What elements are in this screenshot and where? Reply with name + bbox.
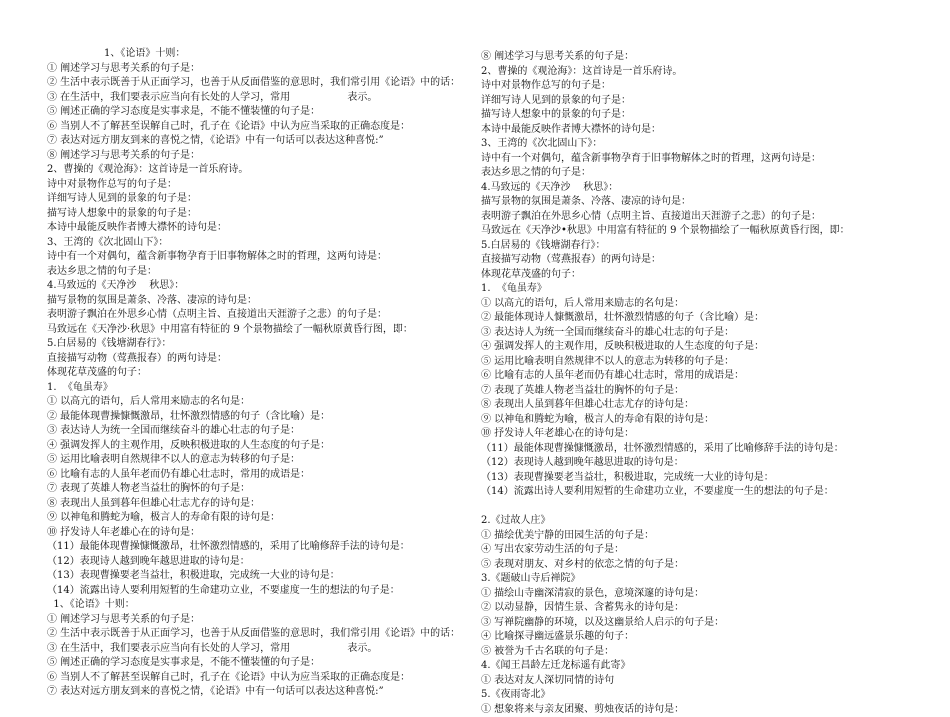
right-text-line: ④ 写出农家劳动生活的句子是：: [481, 543, 941, 558]
left-text-line: 诗中对景物作总写的句子是：: [47, 178, 475, 193]
right-text-line: 5.白居易的《钱塘湖春行》：: [481, 239, 941, 254]
left-text-line: ① 阐述学习与思考关系的句子是：: [47, 62, 475, 77]
left-text-line: 诗中有一个对偶句，蕴含新事物孕育于旧事物解体之时的哲理，这两句诗是：: [47, 250, 475, 265]
right-text-line: （12）表现诗人越到晚年越思进取的诗句是：: [481, 456, 941, 471]
right-text-line: 3、王湾的《次北固山下》：: [481, 137, 941, 152]
left-text-line: ⑨ 以神龟和腾蛇为喻，极言人的寿命有限的诗句是：: [47, 511, 475, 526]
right-text-line: ① 想象将来与亲友团聚、剪烛夜话的诗句是：: [481, 703, 941, 717]
right-text-line: ② 以动显静，因情生景、含蓄隽永的诗句是：: [481, 601, 941, 616]
right-text-line: 4.马致远的《天净沙 秋思》：: [481, 181, 941, 196]
right-text-line: ⑧ 阐述学习与思考关系的句子是：: [481, 50, 941, 65]
right-text-line: ⑧ 表现出人虽到暮年但雄心壮志尤存的诗句是：: [481, 398, 941, 413]
right-text-line: ⑥ 比喻有志的人虽年老而仍有雄心壮志时，常用的成语是：: [481, 369, 941, 384]
right-text-line: ⑨ 以神龟和腾蛇为喻，极言人的寿命有限的诗句是：: [481, 413, 941, 428]
right-text-line: 2、曹操的《观沧海》：这首诗是一首乐府诗。: [481, 65, 941, 80]
left-text-line: 3、王湾的《次北固山下》：: [47, 236, 475, 251]
right-text-line: [481, 500, 941, 515]
left-text-line: 2、曹操的《观沧海》：这首诗是一首乐府诗。: [47, 163, 475, 178]
left-text-line: 体现花草茂盛的句子：: [47, 366, 475, 381]
left-text-line: 马致远在《天净沙·秋思》中用富有特征的 9 个景物描绘了一幅秋原黄昏行图，即：: [47, 323, 475, 338]
left-text-line: ② 生活中表示既善于从正面学习，也善于从反面借鉴的意思时，我们常引用《论语》中的话：: [47, 76, 475, 91]
left-text-line: ① 阐述学习与思考关系的句子是：: [47, 613, 475, 628]
left-text-line: ⑤ 阐述正确的学习态度是实事求是，不能不懂装懂的句子是：: [47, 656, 475, 671]
right-text-line: ⑦ 表现了英雄人物老当益壮的胸怀的句子是：: [481, 384, 941, 399]
right-text-line: ⑤ 运用比喻表明自然规律不以人的意志为转移的句子是：: [481, 355, 941, 370]
right-text-line: ① 以高亢的语句，后人常用来励志的名句是：: [481, 297, 941, 312]
right-text-line: 描写诗人想象中的景象的句子是：: [481, 108, 941, 123]
left-text-line: ③ 在生活中，我们要表示应当向有长处的人学习，常用 表示。: [47, 91, 475, 106]
left-text-line: 描写景物的氛围是萧条、冷落、凄凉的诗句是：: [47, 294, 475, 309]
left-text-line: ⑦ 表现了英雄人物老当益壮的胸怀的句子是：: [47, 482, 475, 497]
right-text-line: 5.《夜雨寄北》: [481, 688, 941, 703]
left-text-line: 5.白居易的《钱塘湖春行》：: [47, 337, 475, 352]
left-text-line: ⑧ 表现出人虽到暮年但雄心壮志尤存的诗句是：: [47, 497, 475, 512]
right-text-line: 2.《过故人庄》: [481, 514, 941, 529]
right-text-line: ③ 表达诗人为统一全国而继续奋斗的雄心壮志的句子是：: [481, 326, 941, 341]
left-text-line: 详细写诗人见到的景象的句子是：: [47, 192, 475, 207]
right-text-line: 本诗中最能反映作者博大襟怀的诗句是：: [481, 123, 941, 138]
left-text-line: ⑤ 运用比喻表明自然规律不以人的意志为转移的句子是：: [47, 453, 475, 468]
right-text-line: ① 描绘优美宁静的田园生活的句子是：: [481, 529, 941, 544]
left-text-line: 4.马致远的《天净沙 秋思》：: [47, 279, 475, 294]
left-text-line: ③ 在生活中，我们要表示应当向有长处的人学习，常用 表示。: [47, 642, 475, 657]
left-text-line: ⑤ 阐述正确的学习态度是实事求是，不能不懂装懂的句子是：: [47, 105, 475, 120]
left-text-line: 直接描写动物（莺燕报春）的两句诗是：: [47, 352, 475, 367]
left-text-line: 1、《论语》十则：: [47, 598, 475, 613]
right-text-line: ⑩ 抒发诗人年老雄心在的诗句是：: [481, 427, 941, 442]
right-text-line: 直接描写动物（莺燕报春）的两句诗是：: [481, 253, 941, 268]
right-text-line: ② 最能体现诗人慷慨激昂，壮怀激烈情感的句子（含比喻）是：: [481, 311, 941, 326]
left-text-line: ③ 表达诗人为统一全国而继续奋斗的雄心壮志的句子是：: [47, 424, 475, 439]
right-text-line: 马致远在《天净沙•秋思》中用富有特征的 9 个景物描绘了一幅秋原黄昏行图，即：: [481, 224, 941, 239]
left-text-line: ② 生活中表示既善于从正面学习，也善于从反面借鉴的意思时，我们常引用《论语》中的话：: [47, 627, 475, 642]
left-text-line: ① 以高亢的语句，后人常用来励志的名句是：: [47, 395, 475, 410]
right-text-line: 诗中有一个对偶句，蕴含新事物孕育于旧事物解体之时的哲理，这两句诗是：: [481, 152, 941, 167]
left-text-line: 表达乡思之情的句子是：: [47, 265, 475, 280]
right-text-line: 体现花草茂盛的句子：: [481, 268, 941, 283]
left-text-line: ⑦ 表达对远方朋友到来的喜悦之情，《论语》中有一句话可以表达这种喜悦:”: [47, 685, 475, 700]
right-text-line: ⑤ 被誉为千古名联的句子是：: [481, 645, 941, 660]
left-text-line: 1. 《龟虽寿》: [47, 381, 475, 396]
left-text-line: ⑧ 阐述学习与思考关系的句子是：: [47, 149, 475, 164]
right-text-line: ① 表达对友人深切同情的诗句: [481, 674, 941, 689]
right-text-line: 表明游子飘泊在外思乡心情（点明主旨、直接道出天涯游子之悲）的句子是：: [481, 210, 941, 225]
left-text-line: 本诗中最能反映作者博大襟怀的诗句是：: [47, 221, 475, 236]
right-text-line: 诗中对景物作总写的句子是：: [481, 79, 941, 94]
right-text-line: （13）表现曹操要老当益壮，积极进取，完成统一大业的诗句是：: [481, 471, 941, 486]
right-text-line: ① 描绘山寺幽深清寂的景色，意境深邃的诗句是：: [481, 587, 941, 602]
left-text-line: ⑥ 当别人不了解甚至误解自己时，孔子在《论语》中认为应当采取的正确态度是：: [47, 120, 475, 135]
right-text-line: ④ 比喻探寻幽远盛景乐趣的句子：: [481, 630, 941, 645]
right-text-line: 描写景物的氛围是萧条、冷落、凄凉的诗句是：: [481, 195, 941, 210]
right-text-line: 1. 《龟虽寿》: [481, 282, 941, 297]
right-text-line: ④ 强调发挥人的主观作用，反映积极进取的人生态度的句子是：: [481, 340, 941, 355]
right-text-line: 4.《闻王昌龄左迁龙标遥有此寄》: [481, 659, 941, 674]
right-text-line: 表达乡思之情的句子是：: [481, 166, 941, 181]
left-column: [47, 47, 475, 700]
right-text-line: ③ 写禅院幽静的环境，以及这幽景给人启示的句子是：: [481, 616, 941, 631]
left-text-line: ② 最能体现曹操慷慨激昂，壮怀激烈情感的句子（含比喻）是：: [47, 410, 475, 425]
left-text-line: 1、《论语》十则：: [47, 47, 475, 62]
left-text-line: （12）表现诗人越到晚年越思进取的诗句是：: [47, 555, 475, 570]
left-text-line: ④ 强调发挥人的主观作用，反映积极进取的人生态度的句子是：: [47, 439, 475, 454]
right-text-line: 3.《题破山寺后禅院》: [481, 572, 941, 587]
right-text-line: （14）流露出诗人要利用短暂的生命建功立业，不要虚度一生的想法的句子是：: [481, 485, 941, 500]
right-text-line: ⑤ 表现对朋友、对乡村的依恋之情的句子是：: [481, 558, 941, 573]
left-text-line: 表明游子飘泊在外思乡心情（点明主旨、直接道出天涯游子之悲）的句子是：: [47, 308, 475, 323]
left-text-line: （11）最能体现曹操慷慨激昂，壮怀激烈情感的，采用了比喻修辞手法的诗句是：: [47, 540, 475, 555]
left-text-line: 描写诗人想象中的景象的句子是：: [47, 207, 475, 222]
right-column: [481, 50, 941, 717]
left-text-line: ⑥ 当别人不了解甚至误解自己时，孔子在《论语》中认为应当采取的正确态度是：: [47, 671, 475, 686]
left-text-line: （14）流露出诗人要利用短暂的生命建功立业，不要虚度一生的想法的句子是：: [47, 584, 475, 599]
left-text-line: （13）表现曹操要老当益壮，积极进取，完成统一大业的诗句是：: [47, 569, 475, 584]
left-text-line: ⑥ 比喻有志的人虽年老而仍有雄心壮志时，常用的成语是：: [47, 468, 475, 483]
right-text-line: 详细写诗人见到的景象的句子是：: [481, 94, 941, 109]
left-text-line: ⑦ 表达对远方朋友到来的喜悦之情，《论语》中有一句话可以表达这种喜悦:”: [47, 134, 475, 149]
right-text-line: （11）最能体现曹操慷慨激昂，壮怀激烈情感的，采用了比喻修辞手法的诗句是：: [481, 442, 941, 457]
left-text-line: ⑩ 抒发诗人年老雄心在的诗句是：: [47, 526, 475, 541]
